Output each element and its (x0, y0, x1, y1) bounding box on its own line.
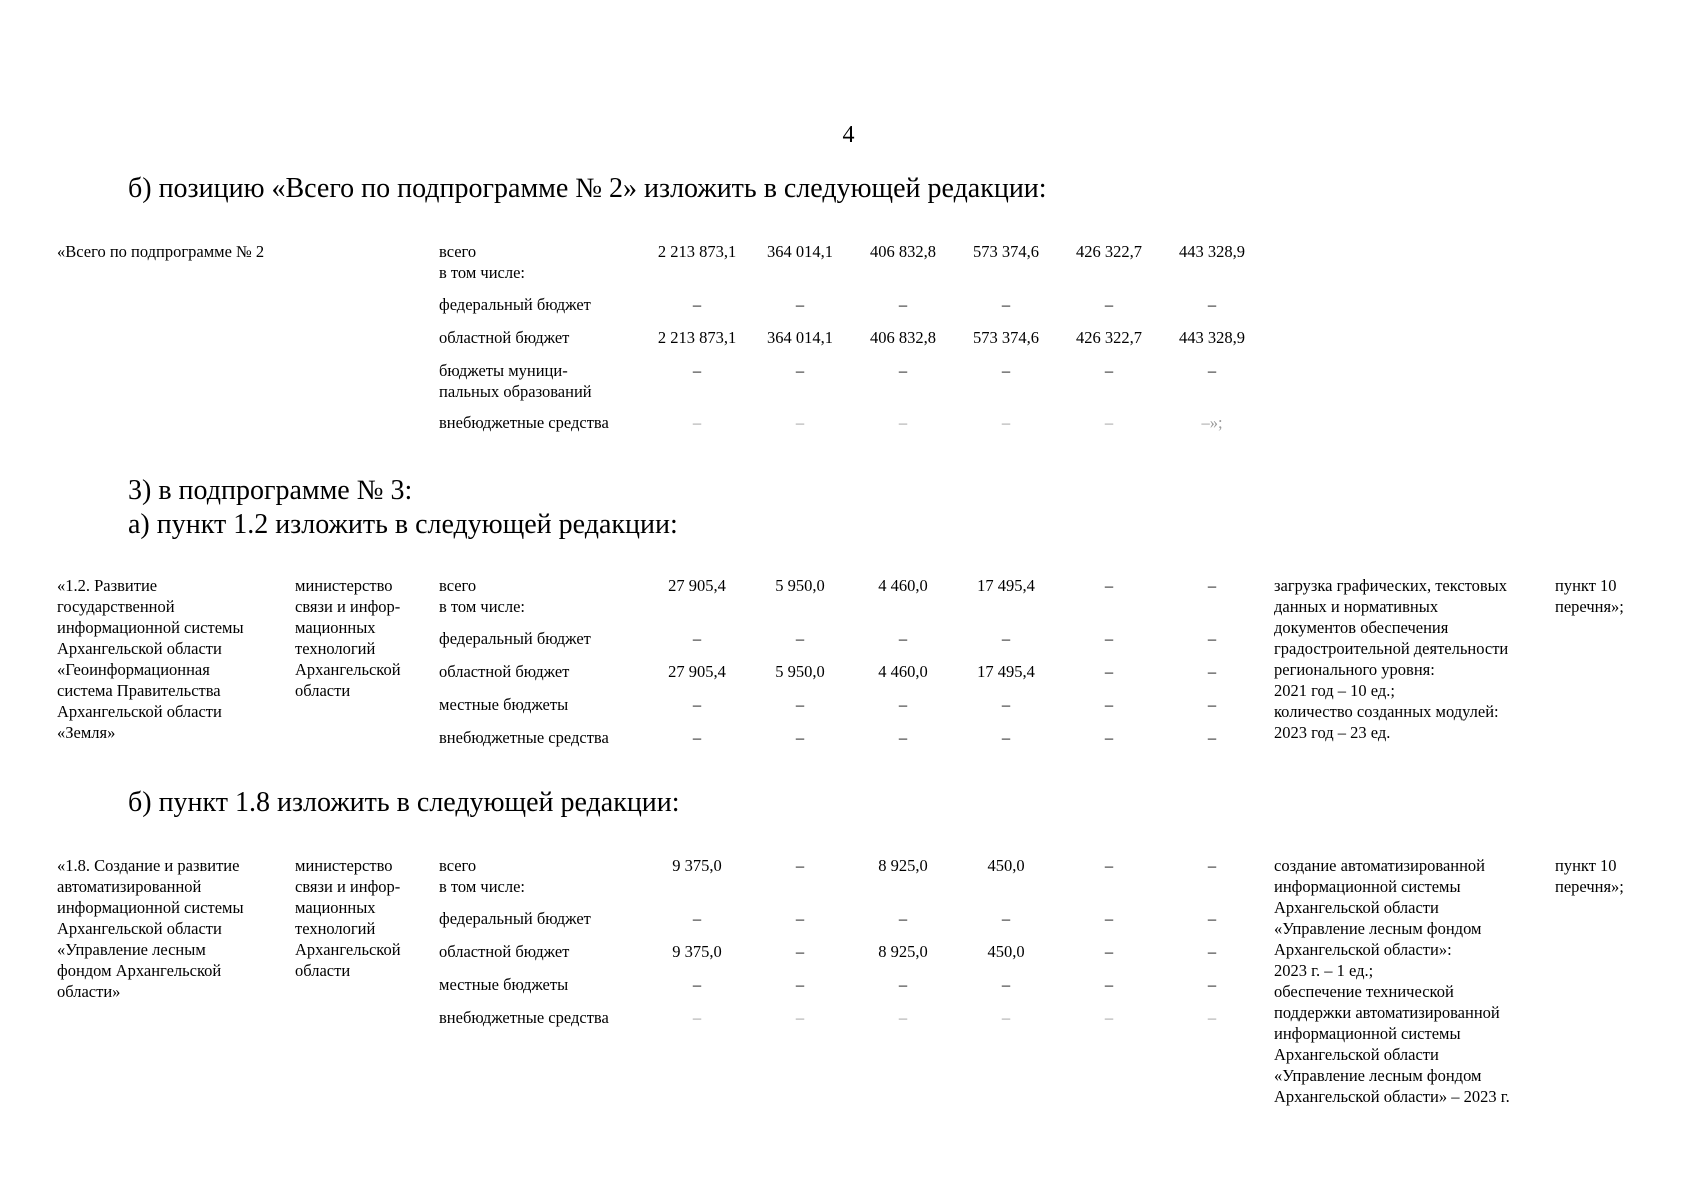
funding-source (439, 855, 629, 897)
funding-source-line: федеральный бюджет (439, 909, 591, 928)
row-name-line: фондом Архангельской (57, 961, 222, 980)
funding-source (439, 1007, 629, 1028)
row-name-line: государственной (57, 597, 175, 616)
budget-value: – (692, 909, 702, 928)
budget-value: – (1104, 295, 1114, 314)
heading-total-subprogram-2: б) позицию «Всего по подпрограмме № 2» изложить в следующей редакции: (128, 173, 1047, 204)
budget-value: 443 328,9 (1179, 328, 1245, 347)
reference-line: перечня»; (1555, 597, 1624, 616)
budget-value: – (898, 629, 908, 648)
funding-source (439, 575, 629, 617)
budget-value: – (795, 975, 805, 994)
budget-value: – (1207, 361, 1217, 380)
budget-value: 4 460,0 (878, 662, 928, 681)
row-name-line: области» (57, 982, 121, 1001)
budget-value: – (1207, 856, 1217, 875)
budget-row (57, 241, 1657, 282)
row-name-line: Архангельской области (57, 702, 222, 721)
row-name-line: информационной системы (57, 898, 244, 917)
funding-source (439, 360, 629, 402)
budget-value: – (795, 295, 805, 314)
row-name-line: «Всего по подпрограмме № 2 (57, 242, 265, 261)
funding-source (439, 294, 629, 315)
budget-value: 17 495,4 (977, 662, 1035, 681)
budget-value: – (1104, 413, 1114, 432)
row-name-line: «1.8. Создание и развитие (57, 856, 240, 875)
budget-value: – (1104, 909, 1114, 928)
budget-value: – (692, 728, 702, 747)
expected-result-line: обеспечение технической (1274, 982, 1454, 1001)
expected-result-line: информационной системы (1274, 877, 1461, 896)
executor-line: мационных (295, 618, 376, 637)
budget-value: 406 832,8 (870, 242, 936, 261)
budget-value: – (1207, 662, 1217, 681)
row-name-line: «Управление лесным (57, 940, 206, 959)
budget-value: – (692, 361, 702, 380)
budget-row (57, 327, 1657, 348)
funding-source (439, 727, 629, 748)
reference-line: перечня»; (1555, 877, 1624, 896)
expected-result-line: регионального уровня: (1274, 660, 1435, 679)
budget-value: – (1001, 975, 1011, 994)
budget-value: 450,0 (987, 942, 1025, 961)
budget-value: 364 014,1 (767, 328, 833, 347)
budget-row (57, 694, 1657, 715)
budget-value: 426 322,7 (1076, 242, 1142, 261)
budget-value: 573 374,6 (973, 328, 1039, 347)
expected-result-line: Архангельской области»: (1274, 940, 1452, 959)
executor-line: мационных (295, 898, 376, 917)
budget-value: – (692, 413, 702, 432)
row-name-line: Архангельской области (57, 919, 222, 938)
executor-line: связи и инфор- (295, 597, 401, 616)
funding-source-line: местные бюджеты (439, 975, 569, 994)
budget-value: – (795, 361, 805, 380)
funding-source-line: всего (439, 242, 477, 261)
budget-value: – (898, 361, 908, 380)
funding-source-line: пальных образований (439, 382, 592, 401)
expected-result-line: Архангельской области (1274, 1045, 1439, 1064)
budget-row (57, 727, 1657, 748)
executor-line: министерство (295, 856, 393, 875)
budget-value: – (795, 629, 805, 648)
budget-row (57, 294, 1657, 315)
budget-value: – (692, 295, 702, 314)
funding-source-line: федеральный бюджет (439, 629, 591, 648)
budget-value: – (795, 1008, 805, 1027)
budget-value: – (795, 942, 805, 961)
budget-value: – (1207, 629, 1217, 648)
budget-value: – (1001, 629, 1011, 648)
budget-row (57, 661, 1657, 682)
budget-value: – (1207, 1008, 1217, 1027)
expected-result (1274, 575, 1544, 743)
row-name-line: «1.2. Развитие (57, 576, 158, 595)
budget-value: – (898, 728, 908, 747)
budget-value: – (1001, 909, 1011, 928)
budget-value: – (1207, 942, 1217, 961)
row-name (57, 575, 287, 743)
budget-value: – (898, 413, 908, 432)
funding-source-line: внебюджетные средства (439, 1008, 609, 1027)
budget-row (57, 360, 1657, 401)
funding-source-line: федеральный бюджет (439, 295, 591, 314)
funding-source (439, 327, 629, 348)
funding-source-line: областной бюджет (439, 942, 570, 961)
expected-result-line: 2023 год – 23 ед. (1274, 723, 1391, 742)
budget-value: – (1207, 975, 1217, 994)
budget-value: – (1104, 1008, 1114, 1027)
budget-row (57, 974, 1657, 995)
funding-source-line: бюджеты муници- (439, 361, 568, 380)
expected-result-line: информационной системы (1274, 1024, 1461, 1043)
budget-value: 9 375,0 (672, 856, 722, 875)
budget-value: – (1104, 856, 1114, 875)
expected-result-line: Архангельской области (1274, 898, 1439, 917)
executor-line: Архангельской (295, 940, 401, 959)
expected-result-line: поддержки автоматизированной (1274, 1003, 1500, 1022)
funding-source-line: в том числе: (439, 263, 526, 282)
funding-source-line: всего (439, 856, 477, 875)
budget-value: – (1104, 728, 1114, 747)
budget-value: – (1207, 695, 1217, 714)
budget-value: – (1104, 629, 1114, 648)
budget-value: – (898, 695, 908, 714)
expected-result-line: градостроительной деятельности (1274, 639, 1509, 658)
budget-value: 9 375,0 (672, 942, 722, 961)
budget-value: – (1207, 909, 1217, 928)
budget-value: – (1001, 361, 1011, 380)
expected-result-line: создание автоматизированной (1274, 856, 1486, 875)
budget-value: – (898, 295, 908, 314)
budget-value: –»; (1201, 413, 1223, 432)
budget-value: – (1001, 413, 1011, 432)
budget-value: – (898, 975, 908, 994)
budget-value: – (795, 695, 805, 714)
budget-value: 27 905,4 (668, 576, 726, 595)
budget-value: 426 322,7 (1076, 328, 1142, 347)
budget-value: – (1001, 1008, 1011, 1027)
budget-value: 27 905,4 (668, 662, 726, 681)
expected-result-line: данных и нормативных (1274, 597, 1439, 616)
funding-source (439, 694, 629, 715)
executor-line: технологий (295, 639, 376, 658)
budget-value: – (795, 909, 805, 928)
expected-result-line: 2021 год – 10 ед.; (1274, 681, 1395, 700)
funding-source (439, 908, 629, 929)
heading-subprogram-3: 3) в подпрограмме № 3: (128, 475, 413, 506)
page-number: 4 (842, 122, 855, 148)
row-name-line: система Правительства (57, 681, 221, 700)
funding-source (439, 412, 629, 433)
budget-row (57, 941, 1657, 962)
heading-item-1-2: а) пункт 1.2 изложить в следующей редакции: (128, 509, 678, 540)
budget-value: 5 950,0 (775, 576, 825, 595)
budget-value: 2 213 873,1 (657, 242, 737, 261)
budget-value: – (692, 975, 702, 994)
budget-value: 5 950,0 (775, 662, 825, 681)
row-name-line: «Земля» (57, 723, 116, 742)
reference-line: пункт 10 (1555, 576, 1617, 595)
expected-result-line: документов обеспечения (1274, 618, 1449, 637)
budget-value: – (1104, 942, 1114, 961)
budget-row (57, 1007, 1657, 1028)
budget-value: – (692, 695, 702, 714)
row-name-line: Архангельской области (57, 639, 222, 658)
funding-source-line: внебюджетные средства (439, 413, 609, 432)
budget-value: – (1104, 695, 1114, 714)
funding-source-line: областной бюджет (439, 328, 570, 347)
budget-value: – (795, 856, 805, 875)
budget-value: 406 832,8 (870, 328, 936, 347)
executor-line: связи и инфор- (295, 877, 401, 896)
row-name-line: информационной системы (57, 618, 244, 637)
budget-value: – (898, 909, 908, 928)
funding-source (439, 628, 629, 649)
funding-source (439, 941, 629, 962)
executor-line: технологий (295, 919, 376, 938)
budget-value: – (898, 1008, 908, 1027)
budget-value: – (1104, 361, 1114, 380)
expected-result-line: 2023 г. – 1 ед.; (1274, 961, 1374, 980)
budget-value: – (692, 1008, 702, 1027)
budget-value: 2 213 873,1 (657, 328, 737, 347)
budget-value: – (1207, 728, 1217, 747)
budget-value: – (1207, 576, 1217, 595)
expected-result-line: Архангельской области» – 2023 г. (1274, 1087, 1510, 1106)
budget-value: – (1001, 695, 1011, 714)
budget-value: 364 014,1 (767, 242, 833, 261)
executor-line: министерство (295, 576, 393, 595)
expected-result-line: «Управление лесным фондом (1274, 919, 1482, 938)
funding-source-line: всего (439, 576, 477, 595)
budget-row (57, 908, 1657, 929)
row-name-line: автоматизированной (57, 877, 202, 896)
expected-result-line: количество созданных модулей: (1274, 702, 1499, 721)
budget-value: 4 460,0 (878, 576, 928, 595)
funding-source-line: в том числе: (439, 877, 526, 896)
expected-result-line: загрузка графических, текстовых (1274, 576, 1508, 595)
budget-value: – (1001, 728, 1011, 747)
row-name-line: «Геоинформационная (57, 660, 210, 679)
budget-value: – (1104, 576, 1114, 595)
funding-source-line: областной бюджет (439, 662, 570, 681)
expected-result-line: «Управление лесным фондом (1274, 1066, 1482, 1085)
budget-value: 443 328,9 (1179, 242, 1245, 261)
funding-source (439, 241, 629, 283)
funding-source-line: местные бюджеты (439, 695, 569, 714)
budget-value: – (1104, 975, 1114, 994)
budget-value: – (1207, 295, 1217, 314)
funding-source (439, 974, 629, 995)
executor-line: Архангельской (295, 660, 401, 679)
funding-source (439, 661, 629, 682)
budget-value: – (1104, 662, 1114, 681)
budget-value: 8 925,0 (878, 942, 928, 961)
executor-line: области (295, 681, 351, 700)
executor-line: области (295, 961, 351, 980)
heading-item-1-8: б) пункт 1.8 изложить в следующей редакции: (128, 787, 680, 818)
budget-value: 450,0 (987, 856, 1025, 875)
budget-value: 17 495,4 (977, 576, 1035, 595)
reference-line: пункт 10 (1555, 856, 1617, 875)
budget-value: – (795, 728, 805, 747)
budget-value: – (795, 413, 805, 432)
budget-row (57, 628, 1657, 649)
budget-value: 8 925,0 (878, 856, 928, 875)
funding-source-line: внебюджетные средства (439, 728, 609, 747)
budget-row (57, 412, 1657, 433)
budget-value: – (692, 629, 702, 648)
budget-value: – (1001, 295, 1011, 314)
funding-source-line: в том числе: (439, 597, 526, 616)
budget-value: 573 374,6 (973, 242, 1039, 261)
